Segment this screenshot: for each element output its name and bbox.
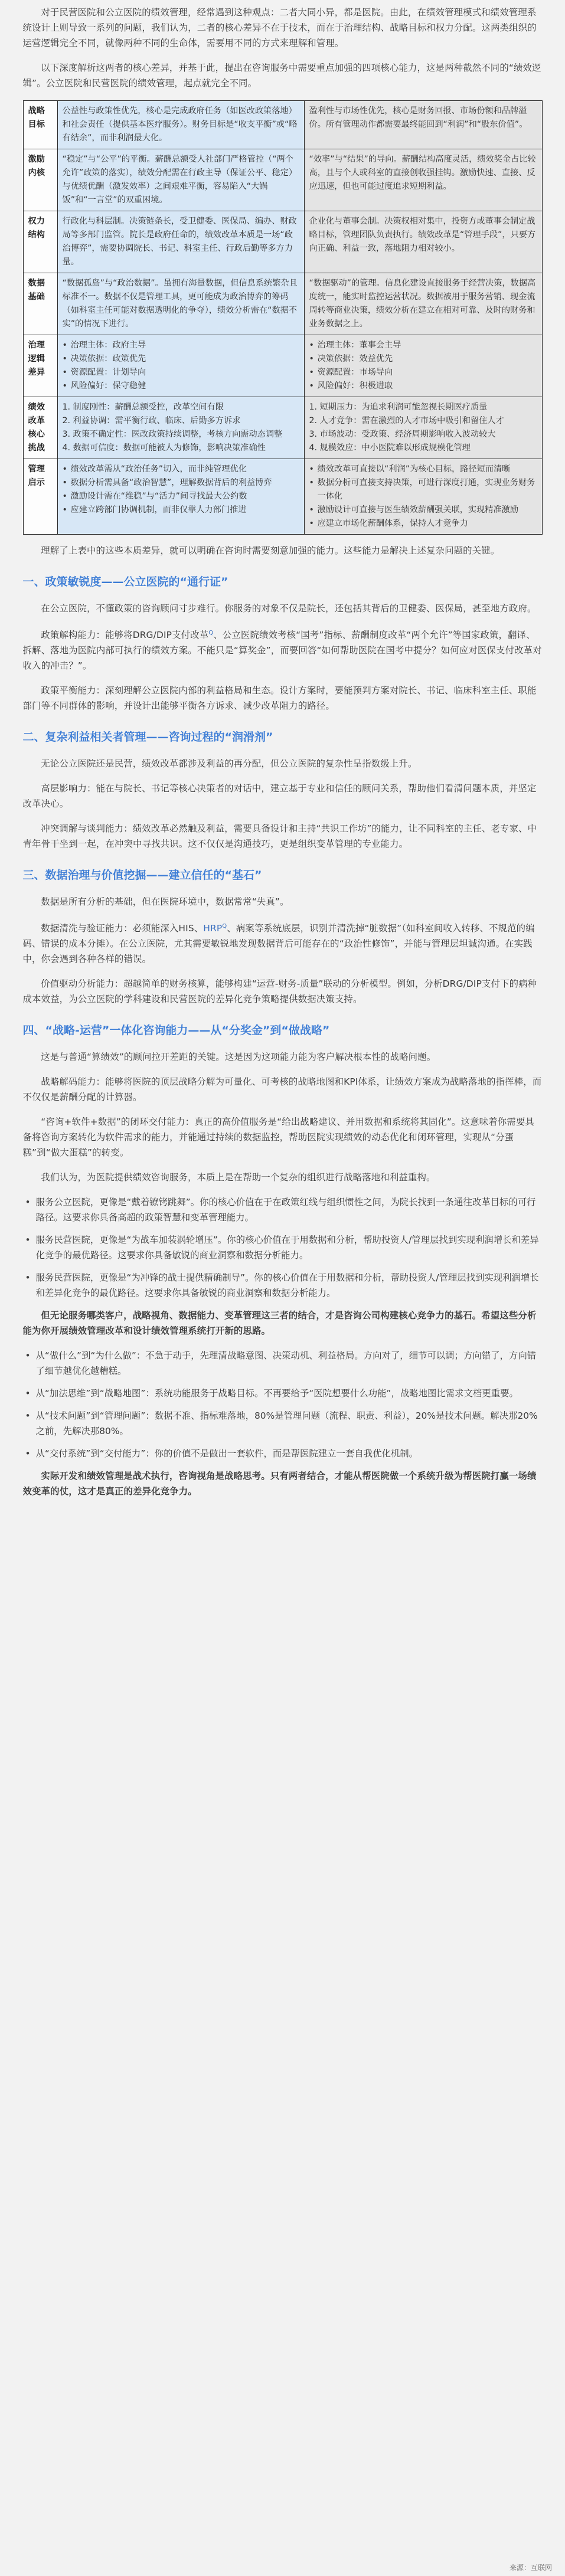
private-hospital-cell [304, 149, 542, 211]
list-item: • 从“技术问题”到“管理问题”：数据不准、指标难落地，80%是管理问题（流程、职责、利益），20%是技术问题。解决那20%之前，先解决那80%。 [25, 1410, 538, 1437]
table-row [23, 101, 542, 149]
sec3-paragraph-3: 价值驱动分析能力：超越简单的财务核算，能够构建“运营-财务-质量”联动的分析模型。例如，分析DRG/DIP支付下的病种成本效益，为公立医院的学科建设和民营医院的差异化竞争策略提供数据决策支持。 [22, 978, 537, 1005]
list-item: • 激励设计可直接与医生绩效薪酬强关联，实现精准激励 [309, 503, 537, 517]
hrp-link[interactable]: HRP [203, 923, 223, 934]
list-item: • 治理主体：政府主导 [63, 339, 299, 352]
list-item: • 资源配置：计划导向 [63, 366, 299, 379]
section-title-4: 四、“战略-运营”一体化咨询能力——从“分奖金”到“做战略” [22, 1024, 330, 1037]
list-item: • 风险偏好：保守稳健 [63, 379, 299, 393]
list-item: • 服务民营医院，更像是“为冲锋的战士提供精确制导”。你的核心价值在于用数据和分析，帮助投资人/管理层找到实现利润增长和差异化竞争的最优路径。这要求你具备敏锐的商业洞察和数据分析能力。 [25, 1272, 539, 1299]
list-item: • 服务公立医院，更像是“戴着镣铐跳舞”。你的核心价值在于在政策红线与组织惯性之间，为院长找到一条通往改革目标的可行路径。这要求你具备高超的政策智慧和变革管理能力。 [25, 1197, 536, 1223]
comparison-table [23, 100, 543, 535]
row-header: 权力结构 [23, 211, 57, 273]
list-item: • 绩效改革可直接以“利润”为核心目标，路径短而清晰 [309, 463, 537, 476]
cell-text: “数据孤岛”与“政治数据”。虽拥有海量数据，但信息系统繁杂且标准不一。数据不仅是管理工具，更可能成为政治博弈的筹码（如科室主任可能对数据透明化的争夺），绩效分析需在“数据不实”的情况下进行。 [62, 279, 298, 329]
numbered-item: 1. 短期压力：为追求利润可能忽视长期医疗质量 [309, 402, 488, 412]
search-icon[interactable]: Q [208, 630, 214, 636]
list-item: • 从“交付系统”到“交付能力”：你的价值不是做出一套软件，而是帮医院建立一套自我优化机制。 [25, 1448, 419, 1459]
table-row [23, 335, 542, 397]
sec3-p2-text-b: 、病案等系统底层，识别并清洗掉“脏数据”（如科室间收入转移、不规范的编码、错误的成本分摊）。在公立医院，尤其需要敏锐地发现数据背后可能存在的“政治性修饰”，并能与管理层坦诚沟通。在实践中，你会遇到各种各样的错误。 [22, 923, 535, 965]
sec4-paragraph-1: 这是与普通“算绩效”的顾问拉开差距的关键。这是因为这项能力能为客户解决根本性的战略问题。 [41, 1052, 436, 1063]
public-hospital-cell [57, 335, 304, 397]
sec4-paragraph-2: 战略解码能力：能够将医院的顶层战略分解为可量化、可考核的战略地图和KPI体系，让绩效方案成为战略落地的指挥棒，而不仅仅是薪酬分配的计算器。 [22, 1076, 542, 1103]
shift-list [23, 1348, 543, 1461]
sec2-paragraph-2: 高层影响力：能在与院长、书记等核心决策者的对话中，建立基于专业和信任的顾问关系，帮助他们看清问题本质，并坚定改革决心。 [22, 783, 537, 810]
closing-paragraph: 实际开发和绩效管理是战术执行，咨询视角是战略思考。只有两者结合，才能从帮医院做一个系统升级为帮医院打赢一场绩效变革的仗，这才是真正的差异化竞争力。 [22, 1471, 537, 1497]
public-hospital-cell [57, 211, 304, 273]
cell-text: 公益性与政策性优先，核心是完成政府任务（如医改政策落地）和社会责任（提供基本医疗服务）。财务目标是“收支平衡”或“略有结余”，而非利润最大化。 [62, 106, 298, 143]
private-hospital-cell [304, 459, 542, 535]
section-title-2: 二、复杂利益相关者管理——咨询过程的“润滑剂” [22, 731, 273, 744]
table-row [23, 211, 542, 273]
private-hospital-cell [304, 101, 542, 149]
private-hospital-cell [304, 273, 542, 335]
source-credit: 来源：互联网 [509, 2564, 552, 2572]
numbered-item: 4. 数据可信度：数据可能被人为修饰，影响决策准确性 [62, 443, 266, 453]
list-item: • 决策依据：效益优先 [309, 352, 537, 366]
section-title-3: 三、数据治理与价值挖掘——建立信任的“基石” [22, 869, 262, 882]
cell-text: “稳定”与“公平”的平衡。薪酬总额受人社部门严格管控（“两个允许”政策的落实），绩效分配需在行政主导（保证公平、稳定）与优绩优酬（激发效率）之间艰难平衡，容易陷入“大锅饭”和“一言堂”的双重困境。 [62, 155, 298, 205]
sec3-paragraph-2 [23, 919, 543, 967]
sec1-p2-text-b: 、公立医院绩效考核“国考”指标、薪酬制度改革“两个允许”等国家政策，翻译、拆解、落地为医院内部可执行的绩效方案。不能只是“算奖金”，而要回答“如何帮助医院在国考中提分？如何应对医保支付改革对收入的冲击？”。 [22, 630, 542, 672]
sec4-paragraph-5: 但无论服务哪类客户，战略视角、数据能力、变革管理这三者的结合，才是咨询公司构建核心竞争力的基石。希望这些分析能为你开展绩效管理改革和设计绩效管理系统打开新的思路。 [22, 1310, 537, 1337]
public-hospital-cell [57, 101, 304, 149]
row-header: 治理逻辑差异 [23, 335, 57, 397]
search-icon[interactable]: Q [222, 923, 227, 930]
list-item: • 应建立跨部门协调机制，而非仅靠人力部门推进 [63, 503, 299, 517]
row-header: 战略目标 [23, 101, 57, 149]
row-header: 激励内核 [23, 149, 57, 211]
numbered-item: 4. 规模效应：中小医院难以形成规模化管理 [309, 443, 471, 453]
list-item: • 从“加法思维”到“战略地图”：系统功能服务于战略目标。不再要给予“医院想要什么功能”，战略地图比需求文档更重要。 [25, 1388, 518, 1399]
numbered-item: 3. 政策不确定性：医改政策持续调整，考核方向需动态调整 [62, 430, 283, 439]
cell-text: 行政化与科层制。决策链条长，受卫健委、医保局、编办、财政局等多部门监管。院长是政府任命的，绩效改革本质是一场“政治博弈”，需要协调院长、书记、科室主任、行政后勤等多方力量。 [62, 217, 297, 267]
numbered-item: 2. 人才竞争：需在激烈的人才市场中吸引和留住人才 [309, 416, 504, 425]
private-hospital-cell [304, 211, 542, 273]
sec1-p2-text-a: 政策解构能力：能够将DRG/DIP支付改革 [41, 630, 209, 641]
after-table-paragraph: 理解了上表中的这些本质差异，就可以明确在咨询时需要刻意加强的能力。这些能力是解决上述复杂问题的关键。 [41, 545, 500, 556]
sec4-bullet-list [23, 1194, 543, 1301]
list-item: • 服务民营医院，更像是“为战车加装涡轮增压”。你的核心价值在于用数据和分析，帮助投资人/管理层找到实现利润增长和差异化竞争的最优路径。这要求你具备敏锐的商业洞察和数据分析能力。 [25, 1235, 539, 1261]
public-hospital-cell [57, 397, 304, 459]
public-hospital-cell [57, 459, 304, 535]
numbered-item: 3. 市场波动：受政策、经济周期影响收入波动较大 [309, 430, 496, 439]
table-row [23, 149, 542, 211]
row-header: 绩效改革核心挑战 [23, 397, 57, 459]
private-hospital-cell [304, 335, 542, 397]
sec1-paragraph-2 [23, 626, 543, 673]
list-item: • 决策依据：政策优先 [63, 352, 299, 366]
list-item: • 从“做什么”到“为什么做”：不急于动手，先理清战略意图、决策动机、利益格局。方向对了，细节可以调；方向错了，方向错了细节越优化越糟糕。 [25, 1350, 537, 1377]
sec4-paragraph-4: 我们认为，为医院提供绩效咨询服务，本质上是在帮助一个复杂的组织进行战略落地和利益重构。 [41, 1172, 436, 1183]
list-item: • 绩效改革需从“政治任务”切入，而非纯管理优化 [63, 463, 299, 476]
list-item: • 风险偏好：积极进取 [309, 379, 537, 393]
public-hospital-cell [57, 273, 304, 335]
cell-text: 企业化与董事会制。决策权相对集中，投资方或董事会制定战略目标，管理团队负责执行。绩效改革是“管理手段”，只要方向正确、利益一致，落地阻力相对较小。 [309, 217, 536, 253]
row-header: 数据基础 [23, 273, 57, 335]
public-hospital-cell [57, 149, 304, 211]
sec4-paragraph-3: “咨询+软件+数据”的闭环交付能力：真正的高价值服务是“给出战略建议、并用数据和系统将其固化”。这意味着你需要具备将咨询方案转化为软件需求的能力，并能通过持续的数据监控，帮助医院实现绩效的动态优化和闭环管理，实现从“分蛋糕”到“做大蛋糕”的转变。 [22, 1117, 534, 1158]
list-item: • 激励设计需在“维稳”与“活力”间寻找最大公约数 [63, 490, 299, 503]
sec2-paragraph-1: 无论公立医院还是民营，绩效改革都涉及利益的再分配，但公立医院的复杂性呈指数级上升。 [41, 758, 417, 770]
sec1-paragraph-3: 政策平衡能力：深刻理解公立医院内部的利益格局和生态。设计方案时，要能预判方案对院长、书记、临床科室主任、职能部门等不同群体的影响，并设计出能够平衡各方诉求、减少改革阻力的路径。 [22, 685, 537, 712]
numbered-item: 1. 制度刚性：薪酬总额受控，改革空间有限 [62, 402, 224, 412]
table-row [23, 397, 542, 459]
sec2-paragraph-3: 冲突调解与谈判能力：绩效改革必然触及利益，需要具备设计和主持“共识工作坊”的能力，让不同科室的主任、老专家、中青年骨干坐到一起，在冲突中寻找共识。这不仅仅是沟通技巧，更是组织变革管理的专业能力。 [22, 823, 537, 850]
list-item: • 数据分析可直接支持决策，可进行深度打通，实现业务财务一体化 [309, 476, 537, 503]
intro-paragraph-2: 以下深度解析这两者的核心差异，并基于此，提出在咨询服务中需要重点加强的四项核心能力，这是两种截然不同的“绩效逻辑”。公立医院和民营医院的绩效管理，起点就完全不同。 [22, 63, 541, 89]
cell-text: “效率”与“结果”的导向。薪酬结构高度灵活，绩效奖金占比较高，且与个人或科室的直接创收强挂钩。激励快速、直接、反应迅速，但也可能过度追求短期利益。 [309, 155, 536, 191]
list-item: • 数据分析需具备“政治智慧”，理解数据背后的利益博弈 [63, 476, 299, 490]
private-hospital-cell [304, 397, 542, 459]
article-content [23, 0, 543, 1499]
table-row [23, 459, 542, 535]
sec3-p2-text-a: 数据清洗与验证能力：必须能深入HIS、 [41, 923, 204, 934]
list-item: • 应建立市场化薪酬体系，保持人才竞争力 [309, 517, 537, 531]
sec1-paragraph-1: 在公立医院，不懂政策的咨询顾问寸步难行。你服务的对象不仅是院长，还包括其背后的卫健委、医保局，甚至地方政府。 [41, 603, 537, 614]
cell-text: “数据驱动”的管理。信息化建设直接服务于经营决策，数据高度统一，能实时监控运营状况。数据被用于服务营销、现金流周转等商业决策，绩效分析在建立在相对可靠、及时的财务和业务数据之上。 [309, 279, 536, 329]
intro-paragraph: 对于民营医院和公立医院的绩效管理，经常遇到这种观点：二者大同小异，都是医院。由此，在绩效管理模式和绩效管理系统设计上则导致一系列的问题，我们认为，二者的核心差异不在于技术，而在于治理结构、战略目标和权力分配。这两类组织的运营逻辑完全不同，就像两种不同的生命体，需要用不同的方式来理解和管理。 [22, 7, 537, 48]
cell-text: 盈利性与市场性优先，核心是财务回报、市场份额和品牌溢价。所有管理动作都需要最终能回到“利润”和“股东价值”。 [309, 106, 528, 129]
numbered-item: 2. 利益协调：需平衡行政、临床、后勤多方诉求 [62, 416, 241, 425]
sec3-paragraph-1: 数据是所有分析的基础，但在医院环境中，数据常常“失真”。 [41, 896, 289, 908]
list-item: • 治理主体：董事会主导 [309, 339, 537, 352]
list-item: • 资源配置：市场导向 [309, 366, 537, 379]
section-title-1: 一、政策敏锐度——公立医院的“通行证” [22, 575, 228, 588]
table-row [23, 273, 542, 335]
row-header: 管理启示 [23, 459, 57, 535]
